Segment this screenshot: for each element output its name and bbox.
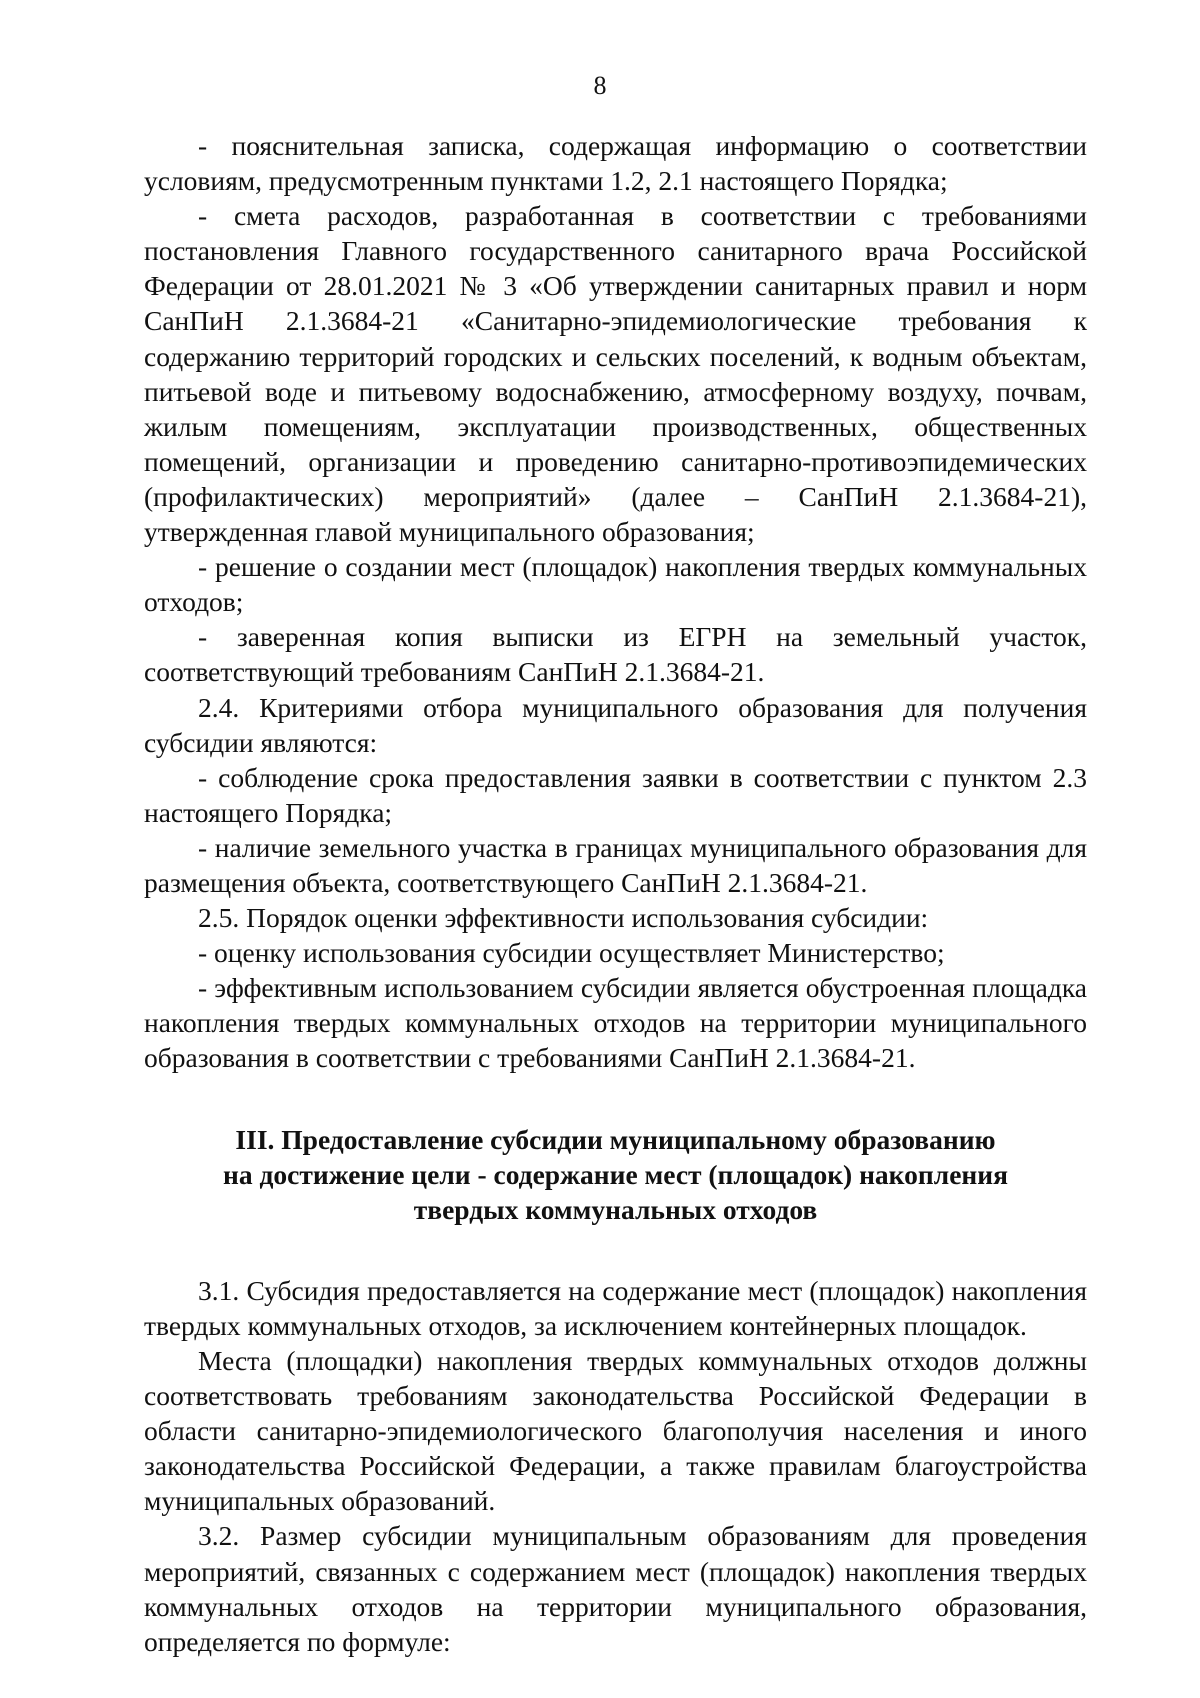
paragraph-evaluation-ministry: - оценку использования субсидии осуществляет Министерство; [198,937,945,969]
paragraph-criterion-deadline: - соблюдение срока предоставления заявки в соответствии с пунктом 2.3 настоящего Порядка; [144,761,1087,828]
section-heading-line: III. Предоставление субсидии муниципальному образованию [235,1123,996,1155]
section-heading-line: твердых коммунальных отходов [413,1193,818,1225]
paragraph-evaluation-effectiveness: - эффективным использованием субсидии является обустроенная площадка накопления твердых коммунальных отходов на территории муниципального образования в соответствии с требованиями СанПиН 2.1.3684-21. [144,972,1087,1074]
paragraph-explanatory-note: - пояснительная записка, содержащая информацию о соответствии условиям, предусмотренным пунктами 1.2, 2.1 настоящего Порядка; [144,130,1087,197]
paragraph-cost-estimate: - смета расходов, разработанная в соответствии с требованиями постановления Главного государственного санитарного врача Российской Федерации от 28.01.2021 № 3 «Об утверждении санитарных правил и норм СанПиН 2.1.3684-21 «Санитарно-эпидемиологические требования к содержанию территорий городских и сельских поселений, к водным объектам, питьевой воде и питьевому водоснабжению, атмосферному воздуху, почвам, жилым помещениям, эксплуатации производственных, общественных помещений, организации и проведению санитарно-противоэпидемических (профилактических) мероприятий» (далее – СанПиН 2.1.3684-21), утвержденная главой муниципального образования; [144,200,1087,548]
paragraph-2-5: 2.5. Порядок оценки эффективности использования субсидии: [198,902,929,934]
paragraph-decision: - решение о создании мест (площадок) накопления твердых коммунальных отходов; [144,551,1087,618]
paragraph-requirements: Места (площадки) накопления твердых коммунальных отходов должны соответствовать требованиям законодательства Российской Федерации в области санитарно-эпидемиологического благополучия населения и иного законодательства Российской Федерации, а также правилам благоустройства муниципальных образований. [144,1345,1087,1517]
paragraph-egrn-copy: - заверенная копия выписки из ЕГРН на земельный участок, соответствующий требованиям СанПиН 2.1.3684-21. [144,621,1087,688]
paragraph-3-2: 3.2. Размер субсидии муниципальным образованиям для проведения мероприятий, связанных с содержанием мест (площадок) накопления твердых коммунальных отходов на территории муниципального образования, определяется по формуле: [144,1520,1087,1657]
page-number: 8 [593,71,607,100]
section-heading-line: на достижение цели - содержание мест (площадок) накопления [223,1158,1008,1190]
paragraph-criterion-land: - наличие земельного участка в границах муниципального образования для размещения объекта, соответствующего СанПиН 2.1.3684-21. [144,831,1087,898]
document-body [144,128,1087,1659]
section-heading [144,1122,1087,1227]
paragraph-3-1: 3.1. Субсидия предоставляется на содержание мест (площадок) накопления твердых коммунальных отходов, за исключением контейнерных площадок. [144,1274,1087,1341]
paragraph-2-4: 2.4. Критериями отбора муниципального образования для получения субсидии являются: [144,691,1087,758]
